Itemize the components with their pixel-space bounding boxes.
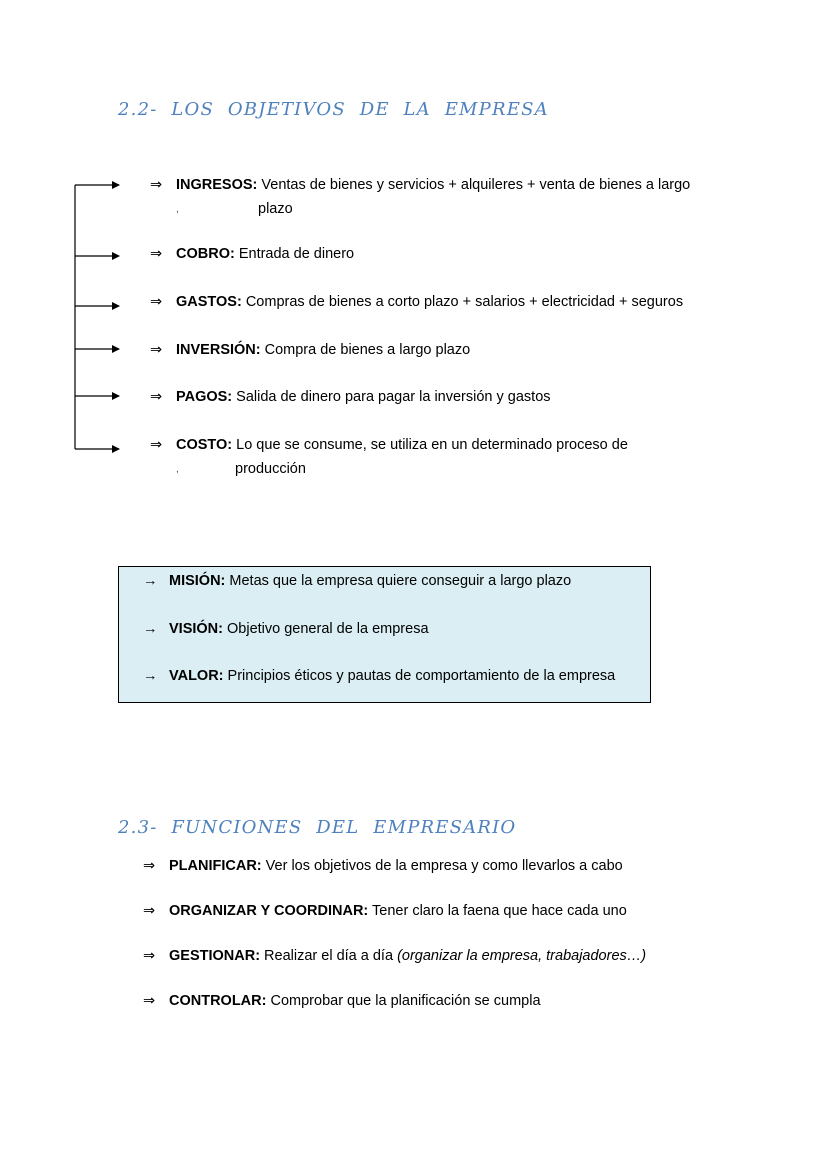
list-item-continuation: plazo xyxy=(258,201,293,217)
box-item-vision xyxy=(143,617,429,641)
comma-mark: , xyxy=(176,464,179,475)
term-description: Metas que la empresa quiere conseguir a largo plazo xyxy=(225,573,572,589)
term-label: COSTO: xyxy=(176,437,233,453)
double-arrow-icon: ⇒ xyxy=(143,948,156,964)
term-description: Objetivo general de la empresa xyxy=(222,621,429,637)
term-label: CONTROLAR: xyxy=(169,993,267,1009)
arrow-right-icon: → xyxy=(143,573,158,589)
list-item-costo xyxy=(150,433,628,457)
arrow-right-icon: → xyxy=(143,621,158,637)
term-description: Ventas de bienes y servicios + alquileres + venta de bienes a largo xyxy=(257,177,691,193)
term-label: VISIÓN: xyxy=(169,621,223,637)
list-item-inversion xyxy=(150,338,470,362)
double-arrow-icon: ⇒ xyxy=(150,342,163,358)
term-description: Salida de dinero para pagar la inversión y gastos xyxy=(232,389,551,405)
term-label: INGRESOS: xyxy=(176,177,258,193)
term-description: Compras de bienes a corto plazo + salarios + electricidad + seguros xyxy=(241,294,684,310)
list-item-cobro xyxy=(150,242,354,266)
term-description: Ver los objetivos de la empresa y como llevarlos a cabo xyxy=(261,858,623,874)
term-description: Realizar el día a día xyxy=(260,948,398,964)
box-item-valor xyxy=(143,664,615,688)
list-item-continuation: producción xyxy=(235,461,306,477)
list-item-planificar xyxy=(143,854,623,878)
double-arrow-icon: ⇒ xyxy=(143,903,156,919)
double-arrow-icon: ⇒ xyxy=(150,177,163,193)
list-item-pagos xyxy=(150,385,551,409)
list-item-controlar xyxy=(143,989,541,1013)
box-item-mision xyxy=(143,569,571,593)
bracket-arrows-diagram xyxy=(0,0,828,500)
double-arrow-icon: ⇒ xyxy=(143,993,156,1009)
term-label: MISIÓN: xyxy=(169,573,226,589)
term-label: GESTIONAR: xyxy=(169,948,261,964)
term-description: Entrada de dinero xyxy=(234,246,355,262)
list-item-gestionar xyxy=(143,944,646,968)
term-description: Comprobar que la planificación se cumpla xyxy=(266,993,541,1009)
section-heading-funciones: 2.3- FUNCIONES DEL EMPRESARIO xyxy=(118,817,517,838)
comma-mark: , xyxy=(176,204,179,215)
double-arrow-icon: ⇒ xyxy=(150,246,163,262)
arrow-right-icon: → xyxy=(143,668,158,684)
term-label: ORGANIZAR Y COORDINAR: xyxy=(169,903,369,919)
section-heading-objetivos: 2.2- LOS OBJETIVOS DE LA EMPRESA xyxy=(118,99,549,120)
term-label: INVERSIÓN: xyxy=(176,342,261,358)
term-label: PAGOS: xyxy=(176,389,233,405)
term-label: PLANIFICAR: xyxy=(169,858,262,874)
term-description: Lo que se consume, se utiliza en un determinado proceso de xyxy=(232,437,628,453)
term-label: VALOR: xyxy=(169,668,224,684)
double-arrow-icon: ⇒ xyxy=(150,389,163,405)
term-description: Principios éticos y pautas de comportamiento de la empresa xyxy=(223,668,616,684)
double-arrow-icon: ⇒ xyxy=(150,294,163,310)
term-label: GASTOS: xyxy=(176,294,242,310)
double-arrow-icon: ⇒ xyxy=(143,858,156,874)
term-description: Compra de bienes a largo plazo xyxy=(260,342,471,358)
double-arrow-icon: ⇒ xyxy=(150,437,163,453)
list-item-gastos xyxy=(150,290,683,314)
list-item-organizar xyxy=(143,899,627,923)
list-item-ingresos xyxy=(150,173,690,197)
term-description: Tener claro la faena que hace cada uno xyxy=(368,903,627,919)
term-description-italic: (organizar la empresa, trabajadores…) xyxy=(397,948,647,964)
term-label: COBRO: xyxy=(176,246,235,262)
